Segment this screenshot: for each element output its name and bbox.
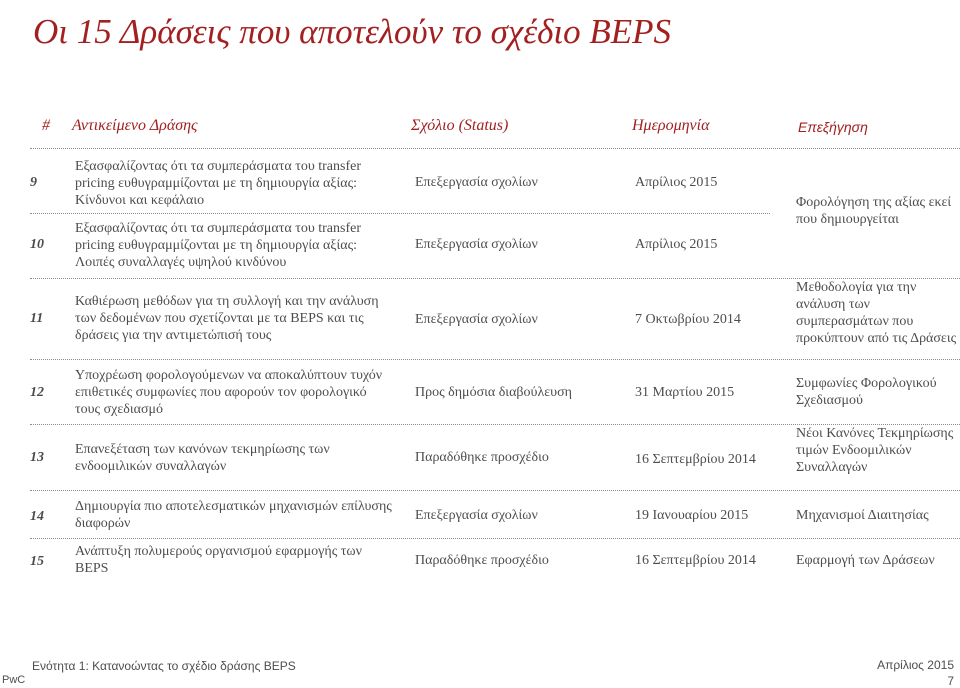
- header-status: Σχόλιο (Status): [411, 117, 509, 134]
- row-12-explanation: Συμφωνίες Φορολογικού Σχεδιασμού: [796, 376, 937, 408]
- row-14-explanation: Μηχανισμοί Διαιτησίας: [796, 508, 929, 523]
- row-13-date: 16 Σεπτεμβρίου 2014: [635, 452, 756, 467]
- row-10-date: Απρίλιος 2015: [635, 237, 718, 252]
- row-14-date: 19 Ιανουαρίου 2015: [635, 508, 749, 523]
- footer-brand: PwC: [2, 674, 26, 686]
- header-divider: [30, 148, 960, 149]
- row-9-status: Επεξεργασία σχολίων: [415, 175, 538, 190]
- page-number: 7: [947, 674, 954, 688]
- row-9-10-explanation: Φορολόγηση της αξίας εκεί που δημιουργείται: [796, 195, 952, 227]
- row-10-status: Επεξεργασία σχολίων: [415, 237, 538, 252]
- row-14-status: Επεξεργασία σχολίων: [415, 508, 538, 523]
- row-12-date: 31 Μαρτίου 2015: [635, 385, 735, 400]
- header-num: #: [42, 117, 50, 134]
- row-11-num: 11: [30, 311, 44, 326]
- row-divider: [30, 538, 960, 539]
- row-13-status: Παραδόθηκε προσχέδιο: [415, 450, 549, 465]
- row-9-subject: Εξασφαλίζοντας ότι τα συμπεράσματα του transfer pricing ευθυγραμμίζονται με τη δημιουργία αξίας: Κίνδυνοι και κεφάλαιο: [75, 159, 362, 208]
- row-15-date: 16 Σεπτεμβρίου 2014: [635, 553, 756, 568]
- row-11-explanation: Μεθοδολογία για την ανάλυση των συμπερασμάτων που προκύπτουν από τις Δράσεις: [796, 280, 957, 346]
- row-15-status: Παραδόθηκε προσχέδιο: [415, 553, 549, 568]
- row-9-date: Απρίλιος 2015: [635, 175, 718, 190]
- row-14-subject: Δημιουργία πιο αποτελεσματικών μηχανισμών επίλυσης διαφορών: [75, 499, 392, 531]
- header-explanation: Επεξήγηση: [798, 119, 868, 135]
- header-subject: Αντικείμενο Δράσης: [72, 117, 198, 134]
- row-13-subject: Επανεξέταση των κανόνων τεκμηρίωσης των ενδοομιλικών συναλλαγών: [75, 442, 330, 474]
- row-10-num: 10: [30, 237, 44, 252]
- footer-date: Απρίλιος 2015: [877, 658, 954, 672]
- row-9-num: 9: [30, 175, 37, 190]
- page-title: Οι 15 Δράσεις που αποτελούν το σχέδιο BEPS: [33, 12, 671, 51]
- footer-section: Ενότητα 1: Κατανοώντας το σχέδιο δράσης BEPS: [32, 659, 296, 673]
- row-15-explanation: Εφαρμογή των Δράσεων: [796, 553, 935, 568]
- row-divider: [30, 213, 770, 214]
- row-15-num: 15: [30, 554, 44, 569]
- row-11-subject: Καθιέρωση μεθόδων για τη συλλογή και την ανάλυση των δεδομένων που σχετίζονται με τα BEPS και τις δράσεις για την αντιμετώπισή τους: [75, 294, 379, 343]
- header-date: Ημερομηνία: [632, 117, 710, 134]
- row-14-num: 14: [30, 509, 44, 524]
- row-12-status: Προς δημόσια διαβούλευση: [415, 385, 572, 400]
- row-15-subject: Ανάπτυξη πολυμερούς οργανισμού εφαρμογής των BEPS: [75, 544, 362, 576]
- row-12-subject: Υποχρέωση φορολογούμενων να αποκαλύπτουν τυχόν επιθετικές συμφωνίες που αφορούν τον φορολογικό τους σχεδιασμό: [75, 368, 383, 417]
- row-11-date: 7 Οκτωβρίου 2014: [635, 312, 741, 327]
- row-10-subject: Εξασφαλίζοντας ότι τα συμπεράσματα του transfer pricing ευθυγραμμίζονται με τη δημιουργία αξίας: Λοιπές συναλλαγές υψηλού κινδύνου: [75, 221, 362, 270]
- row-12-num: 12: [30, 385, 44, 400]
- row-11-status: Επεξεργασία σχολίων: [415, 312, 538, 327]
- row-13-explanation: Νέοι Κανόνες Τεκμηρίωσης τιμών Ενδοομιλικών Συναλλαγών: [796, 426, 954, 475]
- row-13-num: 13: [30, 450, 44, 465]
- row-divider: [30, 490, 960, 491]
- row-divider: [30, 359, 960, 360]
